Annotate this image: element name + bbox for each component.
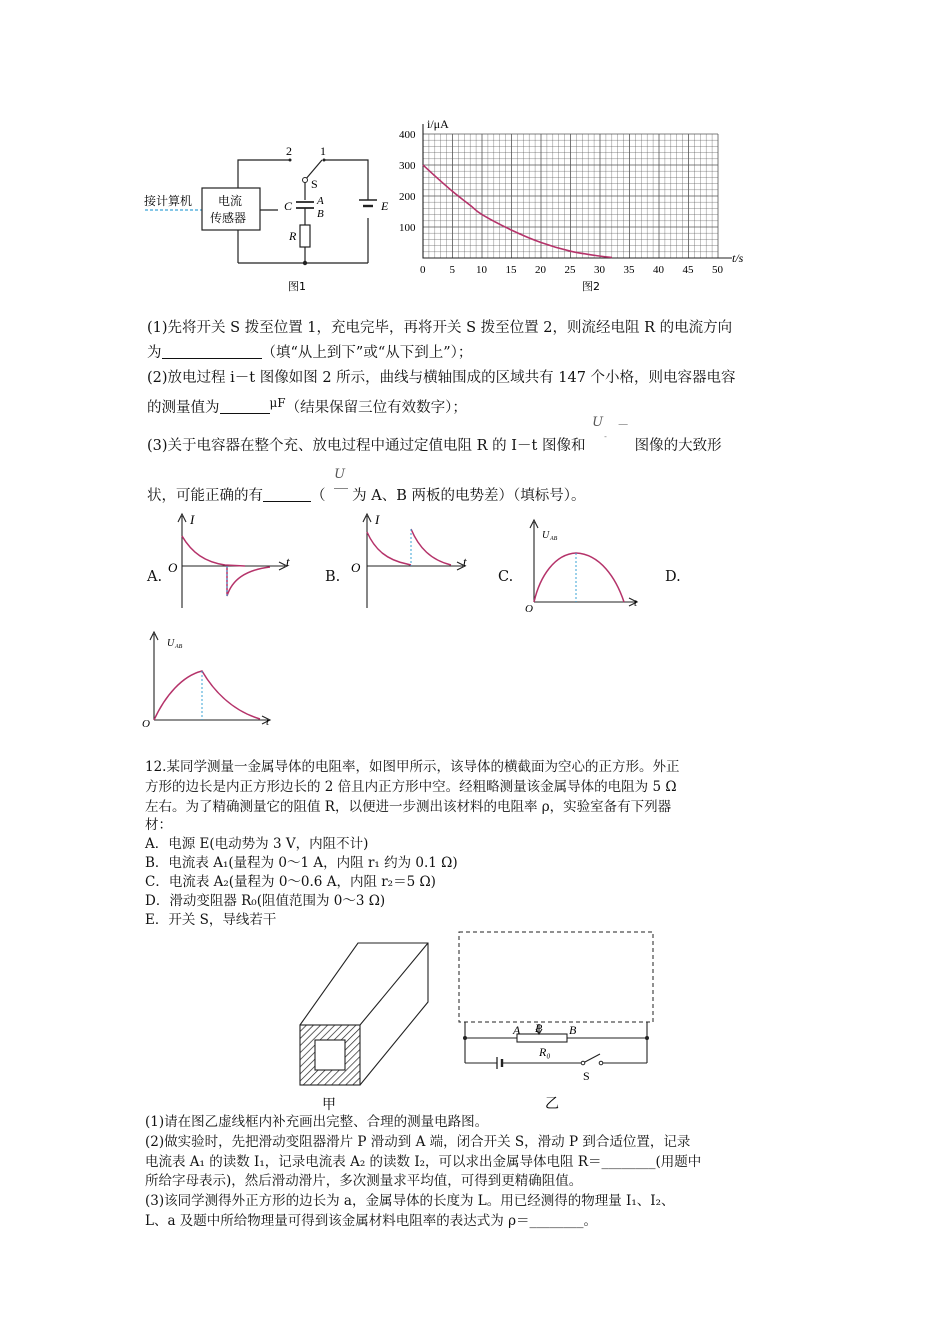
formula-u-ab <box>330 467 352 500</box>
option-c-label[interactable]: C. <box>498 569 514 585</box>
option-a-y-label: I <box>190 512 195 527</box>
circuit-b-label: B <box>569 1023 577 1037</box>
x-tick-label: 0 <box>420 264 426 276</box>
x-tick-label: 10 <box>476 264 487 276</box>
position-2-label: 2 <box>286 144 292 158</box>
q11-part1-line2 <box>147 343 472 363</box>
q11-part3-suffix: 图像的大致形 <box>634 438 722 454</box>
y-tick-label: 300 <box>399 160 416 172</box>
figure-1-caption: 图1 <box>288 280 306 293</box>
circuit-s-label: S <box>583 1069 590 1083</box>
x-tick-label: 30 <box>594 264 605 276</box>
option-b-graph[interactable] <box>345 508 475 613</box>
q11-part2-prefix: 的测量值为 <box>147 400 220 416</box>
y-tick-label: 400 <box>399 129 416 141</box>
paren-open: （ <box>311 488 326 504</box>
q11-part1-line1: (1)先将开关 S 拨至位置 1，充电完毕，再将开关 S 拨至位置 2，则流经电阻 R 的电流方向 <box>147 320 733 336</box>
option-d-graph[interactable] <box>140 628 280 728</box>
answer-blank-2[interactable] <box>220 398 270 414</box>
q12-item-c: C．电流表 A₂(量程为 0～0.6 A，内阻 r₂＝5 Ω) <box>145 874 436 890</box>
figure-yi-circuit <box>455 928 660 1118</box>
q11-part2-line2 <box>147 393 467 418</box>
option-c-origin: O <box>525 603 533 615</box>
sensor-label-2: 传感器 <box>210 211 247 225</box>
figure-jia-conductor <box>290 935 435 1115</box>
axes <box>423 124 732 258</box>
option-b-label[interactable]: B. <box>325 569 341 585</box>
q11-part3-line2 <box>147 467 586 506</box>
figure-2-chart <box>395 110 765 300</box>
x-tick-label: 20 <box>535 264 546 276</box>
y-tick-label: 200 <box>399 191 416 203</box>
q12-intro-line3: 左右。为了精确测量它的阻值 R，以便进一步测出该材料的电阻率 ρ，实验室备有下列器 <box>145 799 672 815</box>
option-d-y-label: U <box>167 638 175 649</box>
option-a-origin: O <box>168 560 178 575</box>
circuit-p-label: P <box>535 1021 543 1035</box>
option-c-x-label: t <box>634 597 638 609</box>
figure-yi-caption: 乙 <box>545 1096 559 1112</box>
q11-part1-prefix: 为 <box>147 345 162 361</box>
option-c-graph[interactable] <box>520 518 650 618</box>
unit-uf: μF <box>269 396 286 410</box>
answer-blank-3[interactable] <box>263 486 311 502</box>
dashed-box[interactable] <box>459 932 653 1022</box>
x-tick-label: 15 <box>505 264 517 276</box>
option-c-y-sub: AB <box>550 536 558 542</box>
figure-jia-caption: 甲 <box>322 1097 336 1113</box>
q12-sub1: (1)请在图乙虚线框内补充画出完整、合理的测量电路图。 <box>145 1114 489 1130</box>
battery-label: E <box>381 199 389 213</box>
q12-sub2-line2: 电流表 A₁ 的读数 I₁，记录电流表 A₂ 的读数 I₂，可以求出金属导体电阻 R＝________(用题中 <box>145 1154 702 1170</box>
option-d-label[interactable]: D. <box>665 569 681 585</box>
q12-item-b: B．电流表 A₁(量程为 0～1 A，内阻 r₁ 约为 0.1 Ω) <box>145 855 458 871</box>
sensor-label-1: 电流 <box>218 194 243 208</box>
q11-part3-prefix: (3)关于电容器在整个充、放电过程中通过定值电阻 R 的 I－t 图像和 <box>147 438 586 454</box>
option-d-x-label: t <box>266 716 270 728</box>
x-tick-label: 45 <box>682 264 694 276</box>
circuit-r0-label: R₀ <box>539 1045 551 1059</box>
resistor-label: R <box>289 229 297 243</box>
y-axis-label: i/μA <box>427 117 449 131</box>
option-b-y-label: I <box>375 512 380 527</box>
q12-intro-line4: 材： <box>145 817 172 833</box>
q11-part2-suffix: （结果保留三位有效数字）； <box>285 400 467 416</box>
q11-part3-line2-prefix: 状，可能正确的有 <box>147 488 263 504</box>
plate-b-label: B <box>317 208 324 220</box>
y-tick-label: 100 <box>399 222 416 234</box>
computer-label: 接计算机 <box>144 194 193 208</box>
q12-intro-line2: 方形的边长是内正方形边长的 2 倍且内正方形中空。经粗略测量该金属导体的电阻为 5 Ω <box>145 779 677 795</box>
formula-sub: - <box>604 432 607 441</box>
formula-dash: － <box>617 418 630 432</box>
option-d-y-sub: AB <box>175 644 183 650</box>
option-c-y-label: U <box>542 530 550 541</box>
circuit-a-label: A <box>513 1023 521 1037</box>
answer-blank-1[interactable] <box>162 343 262 359</box>
q12-item-a: A．电源 E(电动势为 3 V，内阻不计) <box>145 836 369 852</box>
figure-2-caption: 图2 <box>582 280 600 293</box>
formula-u-2: U <box>334 467 346 482</box>
formula-u-fraction <box>590 415 630 450</box>
formula-u: U <box>592 415 604 430</box>
x-tick-label: 40 <box>653 264 664 276</box>
q11-part1-suffix: （填“从上到下”或“从下到上”）； <box>261 345 473 361</box>
option-b-x-label: t <box>463 554 467 569</box>
switch-label: S <box>311 177 318 191</box>
q12-sub2-line1: (2)做实验时，先把滑动变阻器滑片 P 滑动到 A 端，闭合开关 S，滑动 P 到合适位置，记录 <box>145 1134 691 1150</box>
position-1-label: 1 <box>320 144 326 158</box>
q11-part3-line2-suffix: 为 A、B 两板的电势差）（填标号）。 <box>352 488 586 504</box>
q11-part2-line1: (2)放电过程 i－t 图像如图 2 所示，曲线与横轴围成的区域共有 147 个小格，则电容器电容 <box>147 370 736 386</box>
x-tick-label: 5 <box>449 264 455 276</box>
x-tick-label: 50 <box>712 264 723 276</box>
q11-part3-line1 <box>147 415 722 456</box>
q12-item-e: E．开关 S，导线若干 <box>145 912 277 928</box>
plate-a-label: A <box>317 195 324 207</box>
option-a-x-label: t <box>286 554 290 569</box>
capacitor-label: C <box>284 199 293 213</box>
option-b-origin: O <box>351 560 361 575</box>
figure-1-circuit <box>140 140 400 300</box>
q12-sub3-line2: L、a 及题中所给物理量可得到该金属材料电阻率的表达式为 ρ＝________。 <box>145 1213 598 1229</box>
option-d-origin: O <box>142 718 150 728</box>
q12-intro-line1: 12.某同学测量一金属导体的电阻率，如图甲所示，该导体的横截面为空心的正方形。外正 <box>145 759 680 775</box>
option-a-label[interactable]: A. <box>147 569 163 585</box>
x-axis-label: t/s <box>732 251 744 265</box>
q12-sub2-line3: 所给字母表示)，然后滑动滑片，多次测量求平均值，可得到更精确阻值。 <box>145 1173 583 1189</box>
q12-item-d: D．滑动变阻器 R₀(阻值范围为 0～3 Ω) <box>145 893 386 909</box>
x-tick-label: 35 <box>623 264 635 276</box>
option-a-graph[interactable] <box>160 508 300 613</box>
q12-sub3-line1: (3)该同学测得外正方形的边长为 a，金属导体的长度为 L。用已经测得的物理量 I₁、I₂、 <box>145 1193 675 1209</box>
x-tick-label: 25 <box>564 264 576 276</box>
